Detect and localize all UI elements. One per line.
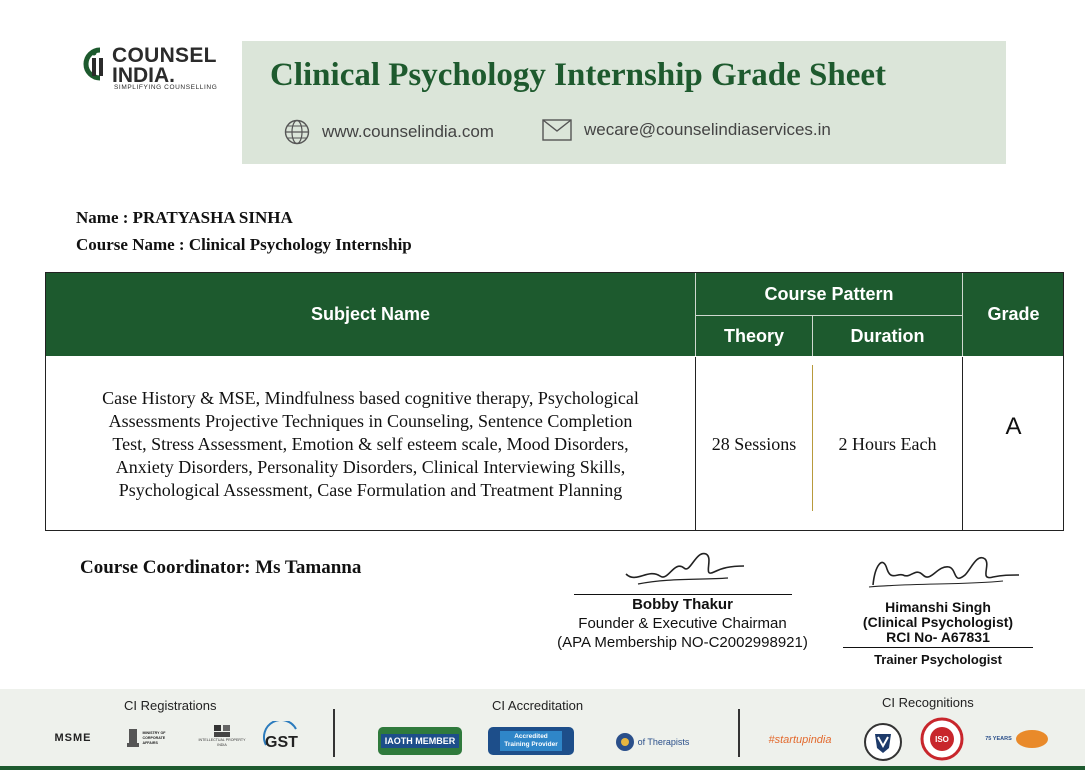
footer	[0, 689, 1085, 770]
logo-text-line1: COUNSEL	[112, 44, 217, 67]
company-logo	[76, 44, 226, 94]
seventy-five-years-badge: 75 YEARS	[984, 727, 1050, 751]
footer-divider	[738, 709, 740, 757]
table-header-row	[46, 273, 1063, 356]
chairman-signature-block	[540, 538, 825, 651]
envelope-icon	[542, 119, 572, 141]
subject-line: Psychological Assessment, Case Formulation and Treatment Planning	[118, 479, 623, 500]
grade-cell: A	[1005, 413, 1022, 440]
iso-badge	[920, 717, 964, 761]
psychologist-title: (Clinical Psychologist)	[862, 614, 1014, 630]
wfmh-logo-icon	[1015, 729, 1049, 749]
grade-table	[45, 272, 1064, 531]
header-theory: Theory	[723, 325, 784, 346]
logo-tagline: SIMPLIFYING COUNSELLING	[114, 84, 218, 91]
theory-cell: 28 Sessions	[711, 433, 797, 454]
footer-divider	[333, 709, 335, 757]
header-divider	[962, 273, 963, 356]
email-link[interactable]: wecare@counselindiaservices.in	[584, 120, 831, 139]
ip-india-icon	[213, 724, 231, 738]
header-band	[242, 41, 1006, 164]
website-contact[interactable]	[284, 119, 494, 145]
psychologist-signature-block	[838, 545, 1038, 667]
header-divider	[696, 315, 962, 316]
chairman-membership: (APA Membership NO-C2002998921)	[557, 634, 808, 651]
header-duration: Duration	[850, 325, 925, 346]
registrations-heading: CI Registrations	[124, 698, 217, 713]
shield-emblem-icon	[863, 722, 903, 762]
subject-line: Case History & MSE, Mindfulness based cognitive therapy, Psychological	[102, 387, 639, 408]
chairman-name: Bobby Thakur	[632, 596, 733, 613]
chairman-signature-icon	[618, 538, 748, 594]
chairman-role: Founder & Executive Chairman	[578, 615, 787, 632]
subject-line: Anxiety Disorders, Personality Disorders, Clinical Interviewing Skills,	[115, 456, 626, 477]
subject-line: Assessments Projective Techniques in Counseling, Sentence Completion	[108, 410, 633, 431]
globe-icon	[284, 119, 310, 145]
msme-badge: MSME	[54, 732, 92, 744]
header-course-pattern: Course Pattern	[764, 283, 894, 304]
accreditation-heading: CI Accreditation	[492, 698, 584, 713]
subject-list-cell	[46, 357, 695, 531]
recognitions-heading: CI Recognitions	[882, 695, 974, 710]
duration-cell: 2 Hours Each	[838, 433, 937, 454]
startup-india-badge: #startupindia	[768, 734, 832, 746]
logo-mark-icon	[76, 44, 112, 84]
iaoth-member-badge: IAOTH MEMBER	[378, 727, 462, 755]
logo-text-line2: INDIA.	[112, 64, 175, 87]
email-contact[interactable]	[542, 119, 831, 141]
psychologist-name: Himanshi Singh	[885, 599, 991, 615]
website-link[interactable]: www.counselindia.com	[322, 122, 494, 141]
accredited-provider-badge: Accredited Training Provider	[488, 727, 574, 755]
course-coordinator: Course Coordinator: Ms Tamanna	[80, 557, 362, 578]
svg-text:ISO: ISO	[935, 735, 949, 744]
header-subject-name: Subject Name	[310, 304, 431, 324]
iso-seal-icon	[920, 717, 964, 761]
psychologist-signature-icon	[853, 545, 1023, 599]
signature-line	[843, 647, 1033, 648]
page-title: Clinical Psychology Internship Grade Sheet	[270, 57, 887, 93]
association-emblem-icon	[615, 732, 635, 752]
header-grade: Grade	[987, 304, 1040, 324]
gst-logo-icon	[260, 721, 304, 753]
signature-line	[574, 594, 792, 595]
mca-badge: MINISTRY OF CORPORATE AFFAIRS	[124, 723, 182, 753]
footer-bottom-bar	[0, 766, 1085, 770]
psychologist-rci: RCI No- A67831	[886, 629, 990, 645]
gst-badge	[260, 721, 304, 753]
subject-line: Test, Stress Assessment, Emotion & self esteem scale, Mood Disorders,	[112, 433, 629, 454]
header-divider	[812, 316, 813, 356]
course-name: Course Name : Clinical Psychology Internship	[76, 235, 412, 254]
student-name: Name : PRATYASHA SINHA	[76, 208, 293, 227]
therapists-association-badge: of Therapists	[604, 729, 700, 755]
svg-text:GST: GST	[265, 734, 298, 751]
emblem-icon	[126, 727, 140, 749]
ip-india-badge: INTELLECTUAL PROPERTY INDIA	[198, 719, 246, 753]
psychologist-role: Trainer Psychologist	[874, 652, 1002, 667]
shield-emblem-badge	[862, 721, 904, 763]
